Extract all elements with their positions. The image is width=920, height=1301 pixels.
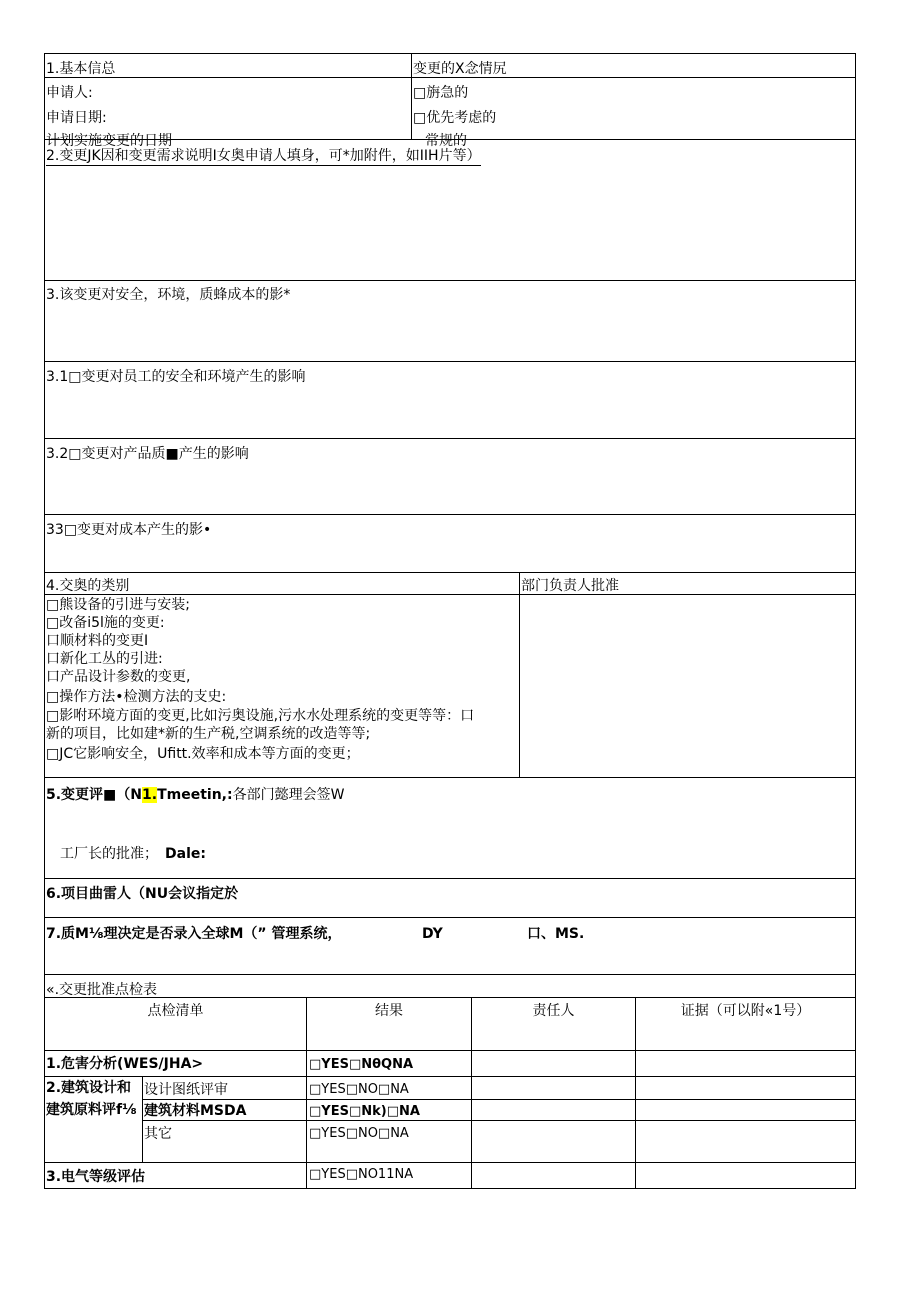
column-header-owner: 责任人 bbox=[532, 1003, 575, 1019]
section-8-title: «.交更批准点检表 bbox=[46, 982, 158, 998]
category-item[interactable]: □操作方法•检测方法的支史: bbox=[46, 689, 227, 705]
result-options[interactable]: □YES□Nk)□NA bbox=[309, 1104, 420, 1119]
category-item-continued: 新的项目，比如建*新的生产税,空调系统的改造等等; bbox=[46, 726, 371, 742]
column-header-result: 结果 bbox=[375, 1003, 403, 1019]
option-urgent[interactable]: □旃急的 bbox=[413, 85, 469, 101]
section-2-title: 2.变更JK因和变更需求说明I女奥申请人填身，可*加附件，如IIH片等） bbox=[46, 148, 481, 164]
result-options[interactable]: □YES□NθQNA bbox=[309, 1057, 414, 1072]
dept-approval-field[interactable] bbox=[521, 596, 854, 776]
category-item[interactable]: 口新化工丛的引进: bbox=[46, 651, 163, 667]
plant-manager-approval-label: 工厂长的批准； bbox=[60, 846, 158, 862]
result-options[interactable]: □YES□NO□NA bbox=[309, 1082, 409, 1097]
checklist-item-building-design: 2.建筑设计和 bbox=[46, 1080, 132, 1096]
category-item[interactable]: □JC它影响安全，Ufitt.效率和成本等方面的变更； bbox=[46, 746, 360, 762]
sub-item-material-msds: 建筑材料MSDA bbox=[144, 1103, 247, 1119]
section-3-1-title: 3.1□变更对员工的安全和环境产生的影响 bbox=[46, 369, 306, 385]
option-ms[interactable]: 口、MS. bbox=[527, 926, 585, 942]
date-label: Dale: bbox=[165, 846, 206, 862]
section-7-title: 7.质M⅛理决定是否录入全球M（” 管理系统， bbox=[46, 926, 342, 942]
category-item[interactable]: □改备i5l施的变更: bbox=[46, 615, 165, 631]
option-routine[interactable]: 常规的 bbox=[425, 133, 467, 149]
section-4-title: 4.交奥的类别 bbox=[46, 578, 130, 594]
category-item[interactable]: 口产品设计参数的变更, bbox=[46, 669, 191, 685]
checklist-item-building-material: 建筑原料评f⅛ bbox=[46, 1102, 137, 1118]
checklist-item-electrical-rating: 3.电气等级评估 bbox=[46, 1169, 146, 1185]
section-6-title: 6.项目曲雷人（NU会议指定於 bbox=[46, 886, 239, 902]
apply-date-label: 申请日期: bbox=[46, 110, 107, 126]
change-urgency-title: 变更的X念情尻 bbox=[413, 61, 507, 77]
section-3-3-title: 33□变更对成本产生的影• bbox=[46, 522, 212, 538]
sub-item-other: 其它 bbox=[144, 1126, 172, 1142]
section-1-title: 1.基本信总 bbox=[46, 61, 116, 77]
dept-approval-title: 部门负责人批准 bbox=[521, 578, 619, 594]
result-options[interactable]: □YES□NO11NA bbox=[309, 1167, 414, 1182]
category-item[interactable]: □影咐环境方面的变更,比如污奥设施,污水水处理系统的变更等等：口 bbox=[46, 708, 475, 724]
change-reason-field[interactable] bbox=[46, 168, 854, 278]
highlight-mark: 1. bbox=[142, 787, 158, 803]
result-options[interactable]: □YES□NO□NA bbox=[309, 1126, 409, 1141]
sub-item-drawing-review: 设计图纸评审 bbox=[144, 1082, 228, 1098]
section-5-title: 5.变更评■（N1.Tmeetin,:各部门懿理会签W bbox=[46, 787, 345, 803]
option-priority[interactable]: □优先考虑的 bbox=[413, 110, 497, 126]
section-3-title: 3.该变更对安全，环境，质蜂成本的影* bbox=[46, 287, 291, 303]
column-header-checklist: 点检清单 bbox=[147, 1003, 204, 1019]
checklist-item-hazard-analysis: 1.危害分析(WES/JHA> bbox=[46, 1056, 204, 1072]
option-dy[interactable]: DY bbox=[422, 926, 443, 942]
category-item[interactable]: □熊设备的引进与安装; bbox=[46, 597, 190, 613]
planned-date-label: 计划实施变更的日期 bbox=[46, 133, 172, 149]
column-header-evidence: 证据（可以附«1号） bbox=[680, 1003, 811, 1019]
category-item[interactable]: 口顺材料的变更I bbox=[46, 633, 149, 649]
section-3-2-title: 3.2□变更对产品质■产生的影响 bbox=[46, 446, 249, 462]
applicant-label: 申请人: bbox=[46, 85, 93, 101]
